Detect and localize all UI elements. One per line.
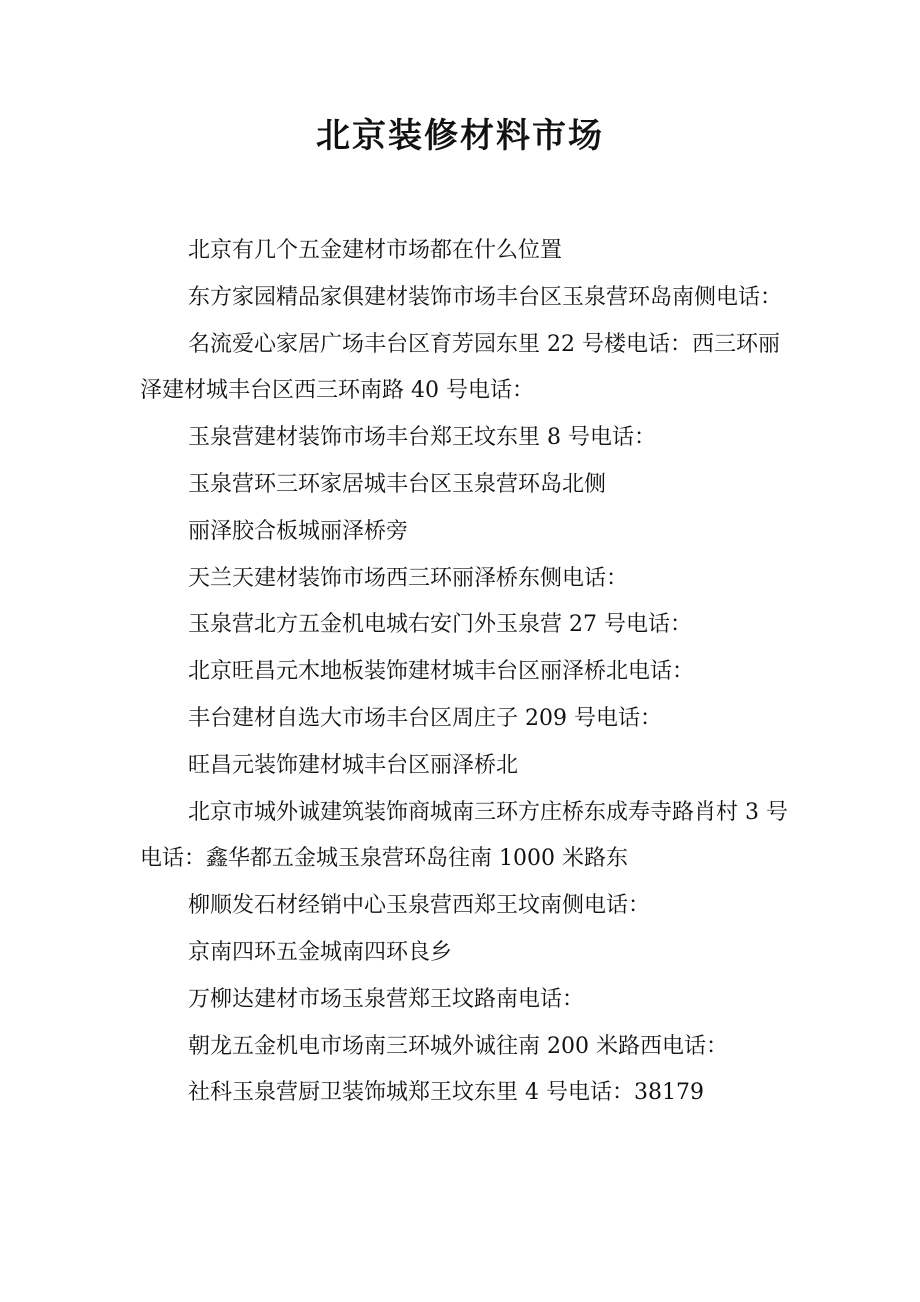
paragraph: 天兰天建材装饰市场西三环丽泽桥东侧电话：	[188, 565, 629, 591]
paragraph: 北京市城外诚建筑装饰商城南三环方庄桥东成寿寺路肖村 3 号电话：鑫华都五金城玉泉营环岛往南 1000 米路东	[140, 799, 788, 872]
paragraph: 万柳达建材市场玉泉营郑王坟路南电话：	[188, 986, 585, 1012]
paragraph: 北京旺昌元木地板装饰建材城丰台区丽泽桥北电话：	[188, 659, 695, 685]
paragraph: 玉泉营环三环家居城丰台区玉泉营环岛北侧	[188, 471, 607, 497]
paragraph: 东方家园精品家俱建材装饰市场丰台区玉泉营环岛南侧电话：	[188, 284, 783, 310]
paragraph: 玉泉营建材装饰市场丰台郑王坟东里 8 号电话：	[188, 425, 656, 451]
paragraph: 社科玉泉营厨卫装饰城郑王坟东里 4 号电话：38179	[188, 1080, 704, 1106]
paragraph: 玉泉营北方五金机电城右安门外玉泉营 27 号电话：	[188, 612, 692, 638]
paragraph: 丽泽胶合板城丽泽桥旁	[188, 518, 409, 544]
paragraph: 北京有几个五金建材市场都在什么位置	[188, 238, 563, 263]
document-title: 北京装修材料市场	[316, 116, 604, 156]
paragraph: 柳顺发石材经销中心玉泉营西郑王坟南侧电话：	[188, 893, 651, 919]
paragraph: 丰台建材自选大市场丰台区周庄子 209 号电话：	[188, 705, 662, 731]
paragraph: 名流爱心家居广场丰台区育芳园东里 22 号楼电话：西三环丽泽建材城丰台区西三环南路 40 号电话：	[140, 331, 780, 404]
document-body	[140, 228, 800, 1117]
paragraph: 京南四环五金城南四环良乡	[188, 939, 453, 965]
paragraph: 朝龙五金机电市场南三环城外诚往南 200 米路西电话：	[188, 1033, 728, 1059]
paragraph: 旺昌元装饰建材城丰台区丽泽桥北	[188, 752, 519, 778]
